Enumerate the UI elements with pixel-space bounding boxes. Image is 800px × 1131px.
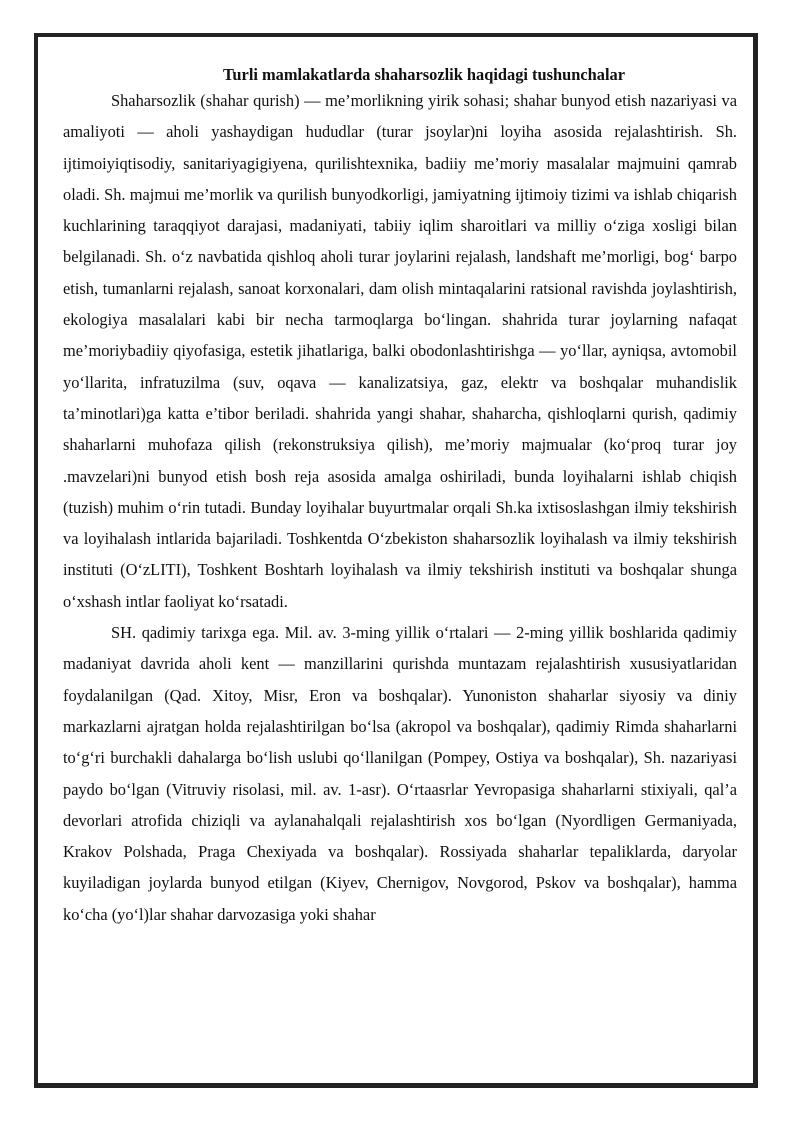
document-title: Turli mamlakatlarda shaharsozlik haqidagi tushunchalar — [223, 65, 625, 84]
document-body — [63, 62, 737, 930]
paragraph-1: Shaharsozlik (shahar qurish) — me’morlikning yirik sohasi; shahar bunyod etish nazariyasi va amaliyoti — aholi yashaydigan hududlar (turar jsoylar)ni loyiha asosida rejalashtirish. Sh. ijtimoiyiqtisodiy, sanitariyagigiyena, qurilishtexnika, badiiy me’moriy masalalar majmuini qamrab oladi. Sh. majmui me’morlik va qurilish bunyodkorligi, jamiyatning ijtimoiy tizimi va ishlab chiqarish kuchlarining taraqqiyot darajasi, madaniyati, tabiiy iqlim sharoitlari va milliy o‘ziga xosligi bilan belgilanadi. Sh. o‘z navbatida qishloq aholi turar joylarini rejalash, landshaft me’morligi, bog‘ barpo etish, tumanlarni rejalash, sanoat korxonalari, dam olish mintaqalarini ratsional ravishda joylashtirish, ekologiya masalalari kabi bir necha tarmoqlarga bo‘lingan. shahrida turar joylarning nafaqat me’moriybadiiy qiyofasiga, estetik jihatlariga, balki obodonlashtirishga — yo‘llar, ayniqsa, avtomobil yo‘llarita, infratuzilma (suv, oqava — kanalizatsiya, gaz, elektr va boshqalar muhandislik ta’minotlari)ga katta e’tibor beriladi. shahrida yangi shahar, shaharcha, qishloqlarni qurish, qadimiy shaharlarni muhofaza qilish (rekonstruksiya qilish), me’moriy majmualar (ko‘proq turar joy .mavzelari)ni bunyod etish bosh reja asosida amalga oshiriladi, bunda loyihalarni ishlab chiqish (tuzish) muhim o‘rin tutadi. Bunday loyihalar buyurtmalar orqali Sh.ka ixtisoslashgan ilmiy tekshirish va loyihalash intlarida bajariladi. Toshkentda O‘zbekiston shaharsozlik loyihalash va ilmiy tekshirish instituti (O‘zLITI), Toshkent Boshtarh loyihalash va ilmiy tekshirish instituti va boshqalar shunga o‘xshash intlar faoliyat ko‘rsatadi. — [63, 91, 737, 611]
paragraph-2: SH. qadimiy tarixga ega. Mil. av. 3-ming yillik o‘rtalari — 2-ming yillik boshlarida qadimiy madaniyat davrida aholi kent — manzillarini qurishda muntazam rejalashtirish xususiyatlaridan foydalanilgan (Qad. Xitoy, Misr, Eron va boshqalar). Yunoniston shaharlar siyosiy va diniy markazlarni ajratgan holda rejalashtirilgan bo‘lsa (akropol va boshqalar), qadimiy Rimda shaharlarni to‘g‘ri burchakli dahalarga bo‘lish uslubi qo‘llanilgan (Pompey, Ostiya va boshqalar), Sh. nazariyasi paydo bo‘lgan (Vitruviy risolasi, mil. av. 1-asr). O‘rtaasrlar Yevropasiga shaharlarni stixiyali, qal’a devorlari atrofida chiziqli va aylanahalqali rejalashtirish xos bo‘lgan (Nyordligen Germaniyada, Krakov Polshada, Praga Chexiyada va boshqalar). Rossiyada shaharlar tepaliklarda, daryolar kuyiladigan joylarda bunyod etilgan (Kiyev, Chernigov, Novgorod, Pskov va boshqalar), hamma ko‘cha (yo‘l)lar shahar darvozasiga yoki shahar — [63, 623, 737, 924]
